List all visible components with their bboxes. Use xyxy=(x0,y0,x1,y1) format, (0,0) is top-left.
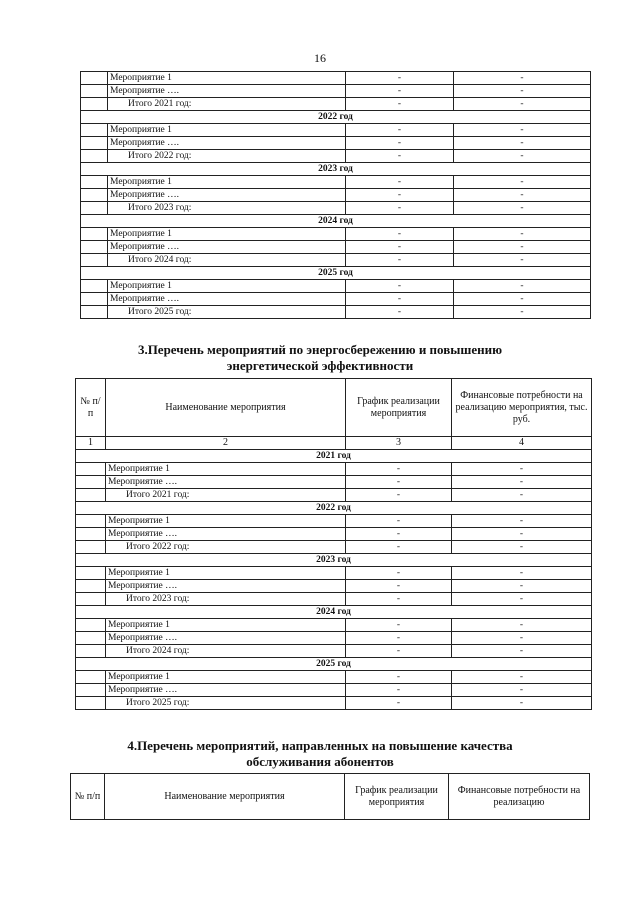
row-num-cell xyxy=(76,463,106,476)
row-num-cell xyxy=(76,515,106,528)
event-name-cell: Мероприятие 1 xyxy=(106,671,346,684)
finance-cell: - xyxy=(454,280,591,293)
schedule-cell: - xyxy=(346,202,454,215)
event-name-cell: Мероприятие …. xyxy=(106,580,346,593)
event-name-cell: Мероприятие …. xyxy=(108,189,346,202)
section3-heading xyxy=(0,342,640,374)
event-row xyxy=(81,241,591,254)
schedule-cell: - xyxy=(346,645,452,658)
finance-cell: - xyxy=(452,632,592,645)
col-number-2: 2 xyxy=(106,437,346,450)
year-row xyxy=(76,450,592,463)
row-num-cell xyxy=(81,85,108,98)
total-row xyxy=(81,254,591,267)
finance-cell: - xyxy=(452,645,592,658)
event-name-cell: Мероприятие 1 xyxy=(106,463,346,476)
row-num-cell xyxy=(81,176,108,189)
year-label: 2025 год xyxy=(76,658,592,671)
energy-saving-table-header xyxy=(76,379,592,450)
event-name-cell: Мероприятие …. xyxy=(106,632,346,645)
schedule-cell: - xyxy=(346,697,452,710)
total-row xyxy=(81,150,591,163)
schedule-cell: - xyxy=(346,541,452,554)
row-num-cell xyxy=(76,541,106,554)
finance-cell: - xyxy=(454,228,591,241)
row-num-cell xyxy=(76,684,106,697)
year-row xyxy=(76,658,592,671)
event-row xyxy=(76,463,592,476)
row-num-cell xyxy=(81,98,108,111)
event-name-cell: Мероприятие 1 xyxy=(108,280,346,293)
schedule-cell: - xyxy=(346,280,454,293)
event-name-cell: Мероприятие 1 xyxy=(106,515,346,528)
row-num-cell xyxy=(76,528,106,541)
event-name-cell: Мероприятие 1 xyxy=(108,72,346,85)
total-row xyxy=(76,541,592,554)
schedule-cell: - xyxy=(346,176,454,189)
schedule-cell: - xyxy=(346,619,452,632)
header-num: № п/п xyxy=(76,379,106,437)
finance-cell: - xyxy=(452,528,592,541)
event-row xyxy=(76,580,592,593)
year-label: 2023 год xyxy=(81,163,591,176)
row-num-cell xyxy=(76,619,106,632)
row-num-cell xyxy=(81,72,108,85)
schedule-cell: - xyxy=(346,567,452,580)
event-row xyxy=(76,567,592,580)
total-row xyxy=(76,489,592,502)
year-row xyxy=(81,163,591,176)
event-name-cell: Итого 2025 год: xyxy=(108,306,346,319)
row-num-cell xyxy=(76,580,106,593)
event-name-cell: Мероприятие 1 xyxy=(108,176,346,189)
schedule-cell: - xyxy=(346,528,452,541)
schedule-cell: - xyxy=(346,72,454,85)
event-row xyxy=(81,85,591,98)
finance-cell: - xyxy=(454,293,591,306)
event-name-cell: Итого 2021 год: xyxy=(108,98,346,111)
total-row xyxy=(81,98,591,111)
event-row xyxy=(76,476,592,489)
row-num-cell xyxy=(81,124,108,137)
row-num-cell xyxy=(81,306,108,319)
event-name-cell: Мероприятие 1 xyxy=(106,619,346,632)
year-label: 2022 год xyxy=(76,502,592,515)
row-num-cell xyxy=(81,202,108,215)
finance-cell: - xyxy=(452,515,592,528)
total-row xyxy=(76,593,592,606)
event-row xyxy=(76,632,592,645)
schedule-cell: - xyxy=(346,632,452,645)
finance-cell: - xyxy=(454,306,591,319)
finance-cell: - xyxy=(452,697,592,710)
event-row xyxy=(81,189,591,202)
event-row xyxy=(81,72,591,85)
finance-cell: - xyxy=(454,150,591,163)
schedule-cell: - xyxy=(346,124,454,137)
section3-title-line1: 3.Перечень мероприятий по энергосбережению и повышению xyxy=(137,342,503,357)
event-row xyxy=(81,176,591,189)
row-num-cell xyxy=(76,593,106,606)
row-num-cell xyxy=(81,254,108,267)
row-num-cell xyxy=(81,241,108,254)
event-name-cell: Итого 2022 год: xyxy=(108,150,346,163)
schedule-cell: - xyxy=(346,671,452,684)
finance-cell: - xyxy=(454,72,591,85)
event-name-cell: Мероприятие …. xyxy=(106,684,346,697)
total-row xyxy=(76,697,592,710)
event-name-cell: Мероприятие 1 xyxy=(108,228,346,241)
event-name-cell: Итого 2023 год: xyxy=(108,202,346,215)
schedule-cell: - xyxy=(346,254,454,267)
finance-cell: - xyxy=(452,489,592,502)
row-num-cell xyxy=(81,150,108,163)
total-row xyxy=(81,202,591,215)
total-row xyxy=(76,645,592,658)
schedule-cell: - xyxy=(346,593,452,606)
row-num-cell xyxy=(76,567,106,580)
finance-cell: - xyxy=(454,176,591,189)
header-name: Наименование мероприятия xyxy=(105,774,345,820)
row-num-cell xyxy=(76,645,106,658)
continued-table-body xyxy=(81,72,591,319)
schedule-cell: - xyxy=(346,684,452,697)
header-finance: Финансовые потребности на реализацию мероприятия, тыс. руб. xyxy=(452,379,592,437)
schedule-cell: - xyxy=(346,137,454,150)
total-row xyxy=(81,306,591,319)
schedule-cell: - xyxy=(346,150,454,163)
finance-cell: - xyxy=(454,85,591,98)
schedule-cell: - xyxy=(346,463,452,476)
schedule-cell: - xyxy=(346,189,454,202)
header-schedule: График реализации мероприятия xyxy=(345,774,449,820)
finance-cell: - xyxy=(452,580,592,593)
finance-cell: - xyxy=(452,619,592,632)
year-row xyxy=(76,502,592,515)
event-name-cell: Итого 2024 год: xyxy=(108,254,346,267)
finance-cell: - xyxy=(454,98,591,111)
year-label: 2021 год xyxy=(76,450,592,463)
year-row xyxy=(76,606,592,619)
finance-cell: - xyxy=(454,241,591,254)
year-label: 2024 год xyxy=(76,606,592,619)
finance-cell: - xyxy=(452,463,592,476)
row-num-cell xyxy=(76,697,106,710)
col-number-1: 1 xyxy=(76,437,106,450)
event-row xyxy=(81,124,591,137)
schedule-cell: - xyxy=(346,489,452,502)
year-label: 2025 год xyxy=(81,267,591,280)
event-name-cell: Мероприятие 1 xyxy=(106,567,346,580)
finance-cell: - xyxy=(452,476,592,489)
section4-title-line1: 4.Перечень мероприятий, направленных на повышение качества xyxy=(127,738,513,753)
year-label: 2022 год xyxy=(81,111,591,124)
finance-cell: - xyxy=(454,137,591,150)
finance-cell: - xyxy=(452,671,592,684)
event-name-cell: Мероприятие …. xyxy=(106,476,346,489)
year-row xyxy=(81,215,591,228)
schedule-cell: - xyxy=(346,293,454,306)
row-num-cell xyxy=(76,476,106,489)
year-label: 2023 год xyxy=(76,554,592,567)
event-row xyxy=(81,280,591,293)
header-name: Наименование мероприятия xyxy=(106,379,346,437)
event-row xyxy=(76,684,592,697)
service-quality-table xyxy=(70,773,590,820)
event-row xyxy=(76,619,592,632)
event-row xyxy=(81,228,591,241)
energy-saving-table-body xyxy=(76,450,592,710)
section4-heading xyxy=(0,738,640,770)
schedule-cell: - xyxy=(346,98,454,111)
event-row xyxy=(81,293,591,306)
year-label: 2024 год xyxy=(81,215,591,228)
service-quality-table-header xyxy=(71,774,590,820)
finance-cell: - xyxy=(452,684,592,697)
year-row xyxy=(76,554,592,567)
finance-cell: - xyxy=(454,124,591,137)
event-name-cell: Итого 2022 год: xyxy=(106,541,346,554)
event-name-cell: Мероприятие …. xyxy=(106,528,346,541)
section3-title-line2: энергетической эффективности xyxy=(226,358,414,373)
schedule-cell: - xyxy=(346,228,454,241)
event-name-cell: Итого 2025 год: xyxy=(106,697,346,710)
event-name-cell: Мероприятие …. xyxy=(108,241,346,254)
finance-cell: - xyxy=(454,254,591,267)
row-num-cell xyxy=(81,293,108,306)
schedule-cell: - xyxy=(346,241,454,254)
row-num-cell xyxy=(76,671,106,684)
col-number-3: 3 xyxy=(346,437,452,450)
event-row xyxy=(81,137,591,150)
col-number-4: 4 xyxy=(452,437,592,450)
continued-events-table xyxy=(80,71,591,319)
row-num-cell xyxy=(81,228,108,241)
year-row xyxy=(81,111,591,124)
page-number: 16 xyxy=(314,51,326,65)
energy-saving-table xyxy=(75,378,592,710)
finance-cell: - xyxy=(454,189,591,202)
event-name-cell: Итого 2024 год: xyxy=(106,645,346,658)
finance-cell: - xyxy=(452,541,592,554)
event-row xyxy=(76,515,592,528)
event-name-cell: Мероприятие …. xyxy=(108,85,346,98)
schedule-cell: - xyxy=(346,515,452,528)
row-num-cell xyxy=(81,137,108,150)
section4-title-line2: обслуживания абонентов xyxy=(246,754,394,769)
event-row xyxy=(76,671,592,684)
event-name-cell: Мероприятие …. xyxy=(108,293,346,306)
event-row xyxy=(76,528,592,541)
event-name-cell: Итого 2021 год: xyxy=(106,489,346,502)
finance-cell: - xyxy=(454,202,591,215)
header-schedule: График реализации мероприятия xyxy=(346,379,452,437)
header-num: № п/п xyxy=(71,774,105,820)
schedule-cell: - xyxy=(346,306,454,319)
row-num-cell xyxy=(76,632,106,645)
row-num-cell xyxy=(81,280,108,293)
event-name-cell: Итого 2023 год: xyxy=(106,593,346,606)
schedule-cell: - xyxy=(346,85,454,98)
event-name-cell: Мероприятие 1 xyxy=(108,124,346,137)
year-row xyxy=(81,267,591,280)
schedule-cell: - xyxy=(346,580,452,593)
row-num-cell xyxy=(81,189,108,202)
header-finance: Финансовые потребности на реализацию xyxy=(449,774,590,820)
finance-cell: - xyxy=(452,593,592,606)
finance-cell: - xyxy=(452,567,592,580)
schedule-cell: - xyxy=(346,476,452,489)
row-num-cell xyxy=(76,489,106,502)
event-name-cell: Мероприятие …. xyxy=(108,137,346,150)
